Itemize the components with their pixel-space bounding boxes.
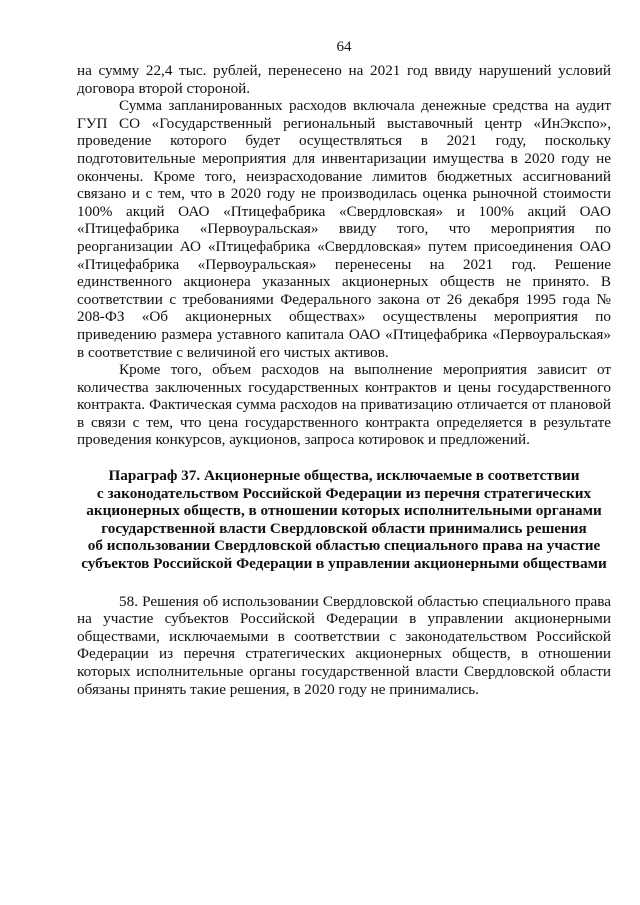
page-number: 64: [336, 39, 352, 55]
section-heading-line: субъектов Российской Федерации в управлении акционерными обществами: [81, 555, 607, 573]
section-heading-line: Параграф 37. Акционерные общества, исключаемые в соответствии: [108, 467, 580, 485]
paragraph-continuation: на сумму 22,4 тыс. рублей, перенесено на 2021 год ввиду нарушений условий договора второй стороной.: [77, 62, 611, 97]
paragraph-audit-expenses: Сумма запланированных расходов включала денежные средства на аудит ГУП СО «Государственный региональный выставочный центр «ИнЭкспо», проведение которого будет осуществляться в 2021 году, поскольку подготовительные мероприятия для инвентаризации имущества в 2020 году не окончены. Кроме того, неизрасходование лимитов бюджетных ассигнований связано и с тем, что в 2020 году не производилась оценка рыночной стоимости 100% акций ОАО «Птицефабрика «Свердловская» и 100% акций ОАО «Птицефабрика «Первоуральская» ввиду того, что мероприятия по реорганизации АО «Птицефабрика «Свердловская» путем присоединения ОАО «Птицефабрика «Первоуральская» перенесены на 2021 год. Решение единственного акционера указанных акционерных обществ не принято. В соответствии с требованиями Федерального закона от 26 декабря 1995 года № 208-ФЗ «Об акционерных обществах» осуществлены мероприятия по приведению размера уставного капитала ОАО «Птицефабрика «Первоуральская» в соответствие с величиной его чистых активов.: [77, 97, 611, 361]
section-heading-line: государственной власти Свердловской области принимались решения: [101, 519, 587, 537]
document-page: [77, 38, 611, 698]
section-heading-line: об использовании Свердловской областью специального права на участие: [87, 537, 601, 555]
section-heading: [77, 467, 611, 573]
paragraph-58: 58. Решения об использовании Свердловской областью специального права на участие субъектов Российской Федерации в управлении акционерными обществами, исключаемыми в соответствии с законодательством Российской Федерации из перечня стратегических акционерных обществ, в отношении которых исполнительные органы государственной власти Свердловской области обязаны принять такие решения, в 2020 году не принимались.: [77, 592, 611, 698]
section-heading-line: акционерных обществ, в отношении которых исполнительными органами: [86, 502, 602, 520]
paragraph-privatization-costs: Кроме того, объем расходов на выполнение мероприятия зависит от количества заключенных государственных контрактов и цены государственного контракта. Фактическая сумма расходов на приватизацию отличается от плановой в связи с тем, что цена государственного контракта определяется в результате проведения конкурсов, аукционов, запроса котировок и предложений.: [77, 361, 611, 449]
section-heading-line: с законодательством Российской Федерации из перечня стратегических: [96, 484, 592, 502]
